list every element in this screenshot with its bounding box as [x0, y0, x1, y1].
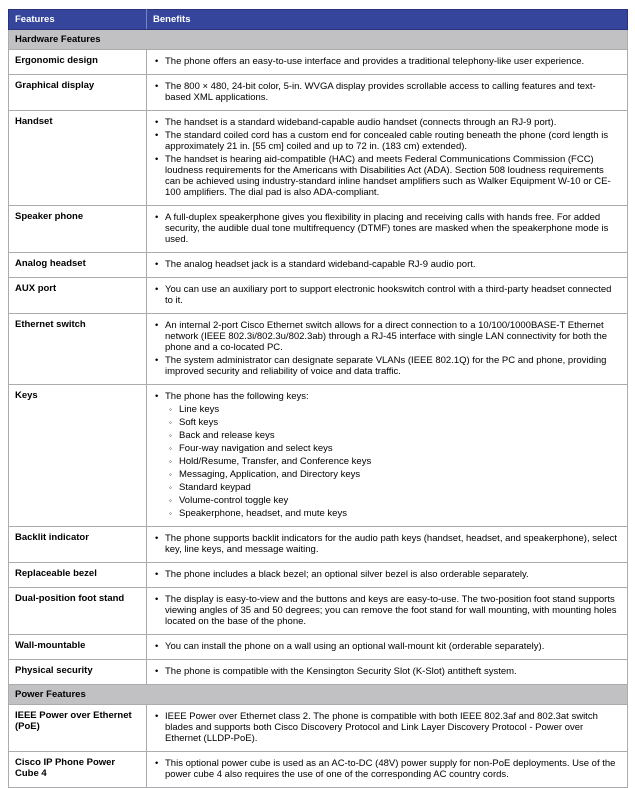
benefit-item — [155, 56, 619, 67]
table-row — [9, 111, 628, 206]
benefit-sub-text: Back and release keys — [179, 430, 275, 441]
benefit-text: You can use an auxiliary port to support electronic hookswitch control with a third-party headset connected to it. — [165, 284, 612, 306]
bullet-icon: • — [155, 320, 159, 331]
table-row — [9, 660, 628, 685]
sub-bullet-icon: ◦ — [169, 470, 172, 479]
benefits-cell — [147, 75, 628, 111]
benefits-cell — [147, 206, 628, 253]
benefit-text: The 800 × 480, 24-bit color, 5-in. WVGA display provides scrollable access to calling features and text-based XML applications. — [165, 81, 596, 103]
table-row — [9, 705, 628, 752]
feature-name-cell: Graphical display — [9, 75, 147, 111]
benefit-text: This optional power cube is used as an AC-to-DC (48V) power supply for non-PoE deployments. Use of the power cube 4 also requires the use of one of the corresponding AC country cords. — [165, 758, 616, 780]
feature-name-cell: Physical security — [9, 660, 147, 685]
bullet-icon: • — [155, 56, 159, 67]
benefit-item — [155, 154, 619, 198]
benefit-item — [155, 533, 619, 555]
benefit-sub-text: Standard keypad — [179, 482, 251, 493]
bullet-icon: • — [155, 284, 159, 295]
benefit-sub-text: Messaging, Application, and Directory keys — [179, 469, 361, 480]
benefit-item — [155, 284, 619, 306]
table-row — [9, 527, 628, 563]
column-header-benefits: Benefits — [147, 10, 628, 30]
benefit-item — [155, 758, 619, 780]
feature-name-cell: Analog headset — [9, 253, 147, 278]
feature-name-cell: Dual-position foot stand — [9, 588, 147, 635]
sub-bullet-icon: ◦ — [169, 418, 172, 427]
table-row — [9, 75, 628, 111]
feature-name-cell: Ergonomic design — [9, 50, 147, 75]
table-row — [9, 563, 628, 588]
benefit-item — [155, 320, 619, 353]
feature-name-cell: Handset — [9, 111, 147, 206]
benefit-text: The handset is hearing aid-compatible (HAC) and meets Federal Communications Commission (FCC) loudness requirements for the Americans with Disabilities Act (ADA). Section 508 loudness requirements can be achieved using industry-standard inline handset amplifiers such as Walker Equipment W-10 or CE-100 amplifiers. The dial pad is also ADA-compliant. — [165, 154, 611, 198]
benefit-text: The phone offers an easy-to-use interface and provides a traditional telephony-like user experience. — [165, 56, 585, 67]
benefits-cell — [147, 253, 628, 278]
table-header — [9, 10, 628, 30]
section-title: Power Features — [9, 685, 628, 705]
feature-name-cell: IEEE Power over Ethernet (PoE) — [9, 705, 147, 752]
benefit-item — [155, 666, 619, 677]
benefits-cell — [147, 527, 628, 563]
feature-name-cell: Ethernet switch — [9, 314, 147, 385]
benefits-cell — [147, 660, 628, 685]
sub-bullet-icon: ◦ — [169, 431, 172, 440]
benefit-item — [155, 130, 619, 152]
benefits-cell — [147, 111, 628, 206]
table-row — [9, 50, 628, 75]
table-row — [9, 752, 628, 788]
benefit-sub-item — [169, 508, 619, 519]
benefit-sub-item — [169, 482, 619, 493]
benefit-sub-text: Soft keys — [179, 417, 219, 428]
bullet-icon: • — [155, 81, 159, 92]
benefit-item — [155, 212, 619, 245]
benefit-text: The display is easy-to-view and the buttons and keys are easy-to-use. The two-position foot stand supports viewing angles of 35 and 50 degrees; you can remove the foot stand for wall mounting, with mounting holes located on the base of the phone. — [165, 594, 617, 627]
sub-bullet-icon: ◦ — [169, 457, 172, 466]
datasheet-table-container — [8, 9, 627, 788]
benefits-cell — [147, 635, 628, 660]
bullet-icon: • — [155, 212, 159, 223]
benefit-text: A full-duplex speakerphone gives you flexibility in placing and receiving calls with hands free. For added security, the audible dual tone multifrequency (DTMF) tones are masked when the speakerphone mode is used. — [165, 212, 609, 245]
bullet-icon: • — [155, 117, 159, 128]
benefit-sub-item — [169, 430, 619, 441]
benefit-item — [155, 81, 619, 103]
benefit-sub-item — [169, 404, 619, 415]
bullet-icon: • — [155, 641, 159, 652]
table-row — [9, 385, 628, 527]
feature-name-cell: Speaker phone — [9, 206, 147, 253]
feature-name-cell: Replaceable bezel — [9, 563, 147, 588]
section-title: Hardware Features — [9, 30, 628, 50]
benefits-cell — [147, 314, 628, 385]
features-benefits-table — [8, 9, 628, 788]
benefits-cell — [147, 50, 628, 75]
benefit-item — [155, 117, 619, 128]
feature-name-cell: Backlit indicator — [9, 527, 147, 563]
benefit-item — [155, 641, 619, 652]
benefit-text: An internal 2-port Cisco Ethernet switch allows for a direct connection to a 10/100/1000BASE-T Ethernet network (IEEE 802.3i/802.3u/802.3ab) through a RJ-45 interface with single LAN connectivity for both the phone and a co-located PC. — [165, 320, 608, 353]
bullet-icon: • — [155, 130, 159, 141]
sub-bullet-icon: ◦ — [169, 509, 172, 518]
column-header-features: Features — [9, 10, 147, 30]
header-row — [9, 10, 628, 30]
benefit-sub-item — [169, 443, 619, 454]
bullet-icon: • — [155, 259, 159, 270]
benefit-sub-item — [169, 469, 619, 480]
feature-name-cell: Keys — [9, 385, 147, 527]
bullet-icon: • — [155, 711, 159, 722]
benefit-text: The phone includes a black bezel; an optional silver bezel is also orderable separately. — [165, 569, 529, 580]
sub-bullet-icon: ◦ — [169, 405, 172, 414]
sub-bullet-icon: ◦ — [169, 444, 172, 453]
bullet-icon: • — [155, 533, 159, 544]
benefit-item — [155, 711, 619, 744]
table-row — [9, 588, 628, 635]
benefit-text: The standard coiled cord has a custom end for concealed cable routing beneath the phone (cord length is approximately 21 in. [55 cm] coiled and up to 72 in. (183 cm) extended). — [165, 130, 609, 152]
feature-name-cell: AUX port — [9, 278, 147, 314]
table-row — [9, 314, 628, 385]
benefit-item — [155, 391, 619, 402]
benefits-cell — [147, 588, 628, 635]
table-row — [9, 253, 628, 278]
benefit-text: You can install the phone on a wall using an optional wall-mount kit (orderable separately). — [165, 641, 545, 652]
table-row — [9, 635, 628, 660]
benefits-cell — [147, 752, 628, 788]
bullet-icon: • — [155, 758, 159, 769]
feature-name-cell: Cisco IP Phone Power Cube 4 — [9, 752, 147, 788]
benefit-sub-item — [169, 495, 619, 506]
benefits-cell — [147, 563, 628, 588]
benefits-cell — [147, 278, 628, 314]
benefit-sub-text: Four-way navigation and select keys — [179, 443, 333, 454]
benefit-text: The phone has the following keys: — [165, 391, 309, 402]
bullet-icon: • — [155, 154, 159, 165]
bullet-icon: • — [155, 391, 159, 402]
benefit-text: The phone supports backlit indicators for the audio path keys (handset, headset, and speakerphone), select key, line keys, and message waiting. — [165, 533, 618, 555]
section-header-row — [9, 30, 628, 50]
table-row — [9, 206, 628, 253]
benefit-sub-item — [169, 456, 619, 467]
benefit-sub-text: Hold/Resume, Transfer, and Conference keys — [179, 456, 372, 467]
benefit-sub-text: Line keys — [179, 404, 220, 415]
benefit-text: The analog headset jack is a standard wideband-capable RJ-9 audio port. — [165, 259, 476, 270]
benefit-sub-text: Speakerphone, headset, and mute keys — [179, 508, 347, 519]
benefit-text: The system administrator can designate separate VLANs (IEEE 802.1Q) for the PC and phone, providing improved security and reliability of voice and data traffic. — [165, 355, 607, 377]
benefit-item — [155, 259, 619, 270]
feature-name-cell: Wall-mountable — [9, 635, 147, 660]
benefits-cell — [147, 705, 628, 752]
benefit-item — [155, 569, 619, 580]
sub-bullet-icon: ◦ — [169, 496, 172, 505]
sub-bullet-icon: ◦ — [169, 483, 172, 492]
bullet-icon: • — [155, 666, 159, 677]
benefit-sub-item — [169, 417, 619, 428]
table-body — [9, 30, 628, 788]
benefit-item — [155, 594, 619, 627]
bullet-icon: • — [155, 594, 159, 605]
benefit-item — [155, 355, 619, 377]
benefits-cell — [147, 385, 628, 527]
bullet-icon: • — [155, 355, 159, 366]
benefit-text: IEEE Power over Ethernet class 2. The phone is compatible with both IEEE 802.3af and 802.3at switch blades and supports both Cisco Discovery Protocol and Link Layer Discovery Protocol - Power over Ethernet (LLDP-PoE). — [165, 711, 598, 744]
benefit-text: The phone is compatible with the Kensington Security Slot (K-Slot) antitheft system. — [165, 666, 517, 677]
bullet-icon: • — [155, 569, 159, 580]
section-header-row — [9, 685, 628, 705]
table-row — [9, 278, 628, 314]
benefit-text: The handset is a standard wideband-capable audio handset (connects through an RJ-9 port). — [165, 117, 557, 128]
benefit-sub-text: Volume-control toggle key — [179, 495, 289, 506]
